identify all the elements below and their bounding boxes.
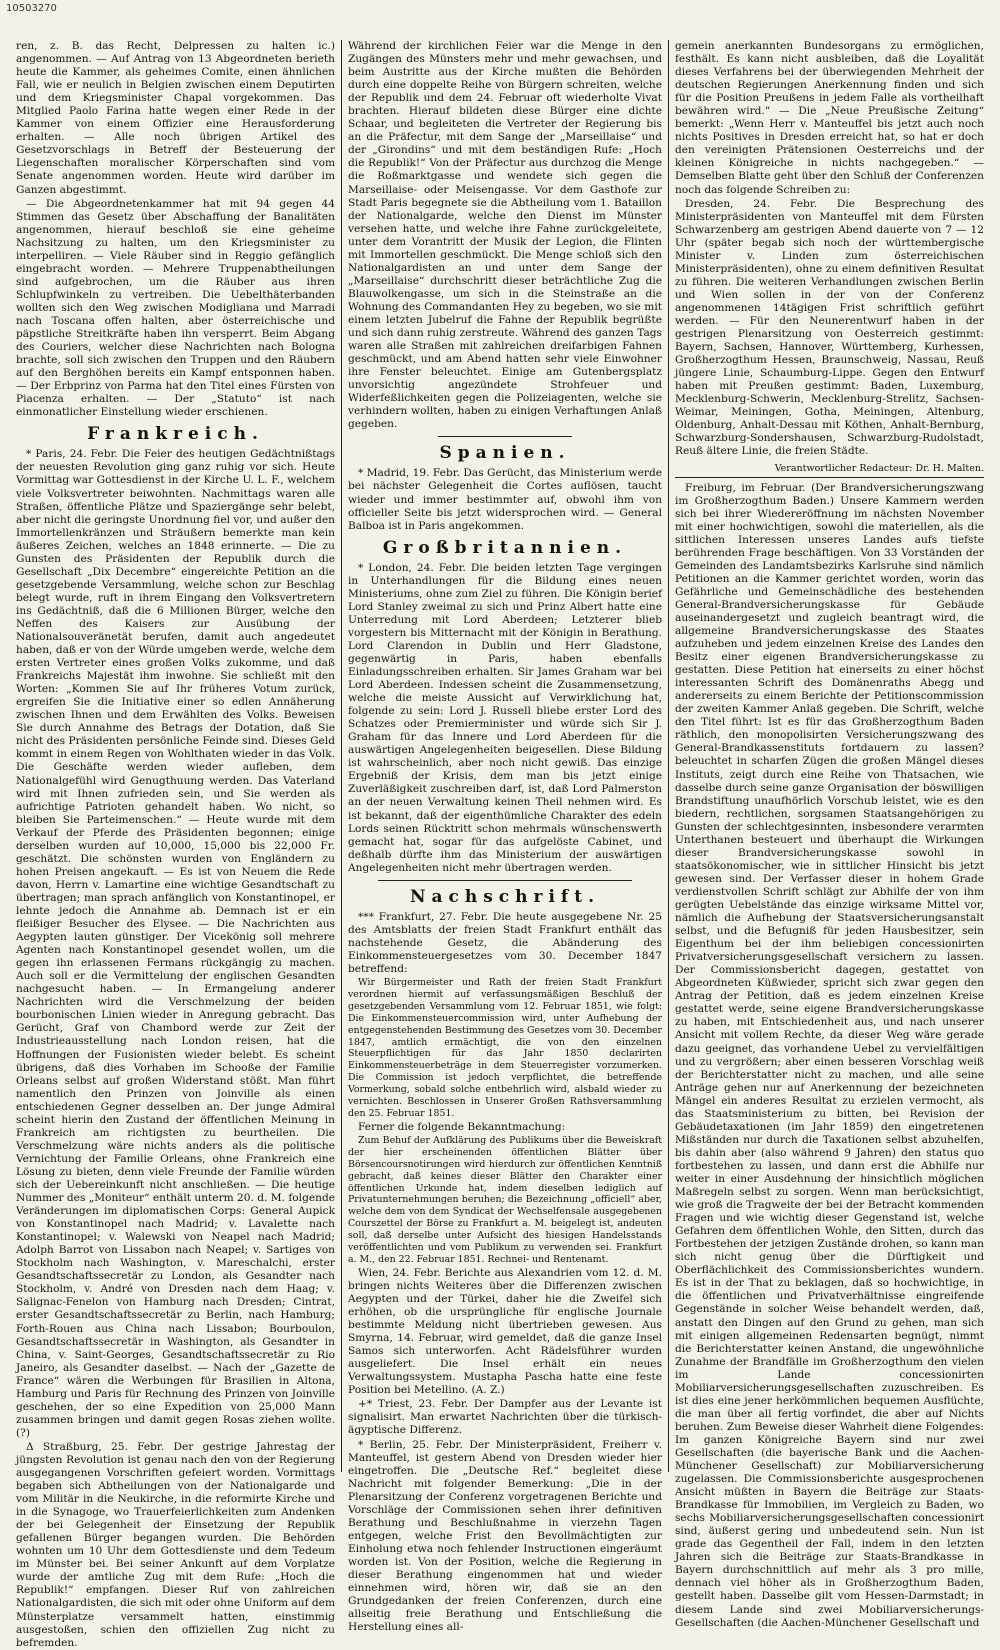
column-2 bbox=[341, 40, 668, 1634]
article-paragraph: *** Frankfurt, 27. Febr. Die heute ausgegebene Nr. 25 des Amtsblatts der freien Stadt Frankfurt enthält das nachstehende Gesetz, die Abänderung des Einkommensteuergesetzes vom 30. December 1847 betreffend: bbox=[348, 910, 662, 975]
article-paragraph: Δ Straßburg, 25. Febr. Der gestrige Jahrestag der jüngsten Revolution ist genau nach den von der Regierung ausgegangenen Vorschriften gefeiert worden. Vormittags begaben sich Abtheilungen von der Nationalgarde und vom Militär in die Neukirche, in die reformirte Kirche und in die Synagoge, wo Trauerfeierlichkeiten zum Andenken der bei Gelegenheit der Einsetzung der Republik gefallenen Bürger begangen wurden. Die Behörden wohnten um 10 Uhr dem Gottesdienste und dem Tedeum im Münster bei. Bei seiner Ankunft auf dem Vorplatze wurde der amtliche Zug mit dem Rufe: „Hoch die Republik!“ empfangen. Dieser Ruf von zahlreichen Nationalgardisten, die sich mit oder ohne Uniform auf dem Münsterplatze versammelt hatten, einstimmig ausgestoßen, schien den offiziellen Zug nicht zu befremden. bbox=[16, 1440, 335, 1649]
announcement-text: Zum Behuf der Aufklärung des Publikums über die Beweiskraft der hier erscheinenden öffentlichen Blätter über Börsencoursnotirungen wird hierdurch zur öffentlichen Kenntniß gebracht, daß keines dieser Blätter den Charakter einer öffentlichen Urkunde hat, indem dieselben lediglich auf Privatunternehmungen beruhen; die Bezeichnung „officiell“ aber, welche dem von dem Syndicat der Wechselfensale ausgegebenen Courszettel der Börse zu Frankfurt a. M. beigelegt ist, andeuten soll, daß derselbe unter Aufsicht des hiesigen Handelsstands veröffentlichten und vom Publikum zu verwenden sei. Frankfurt a. M., den 22. Februar 1851. Rechnei- und Rentenamt. bbox=[348, 1134, 662, 1265]
newspaper-columns bbox=[10, 40, 990, 1649]
divider bbox=[438, 436, 572, 437]
article-paragraph: Freiburg, im Februar. (Der Brandversicherungszwang im Großherzogthum Baden.) Unsere Kammern werden sich bei ihrer Wiedereröffnung im nächsten November mit einer hochwichtigen, sowohl die materiellen, als die sittlichen Interessen unseres Landes aufs tiefste berührenden Frage beschäftigen. Von 33 Vorständen der Gemeinden des Landamtsbezirks Karlsruhe sind nämlich Petitionen an die Kammer gerichtet worden, worin das Gefährliche und Gemeinschädliche des bestehenden General-Brandversicherungskasse für Gebäude auseinandergesetzt und zugleich beantragt wird, die allgemeine Brandversicherungskasse des Staates aufzuheben und jedem einzelnen Kreise des Landes den Besitz einer eigenen Brandversicherungskasse zu gestatten. Diese Petition hat einerseits zu einer höchst interessanten Schrift des Domänenraths Abegg und andererseits zu einem Berichte der Petitionscommission der zweiten Kammer Anlaß gegeben. Die Schrift, welche den Titel führt: Ist es für das Großherzogthum Baden räthlich, den monopolisirten Versicherungszwang des General-Brandkassenstituts fortdauern zu lassen? beleuchtet in scharfen Zügen die großen Mängel dieses Instituts, zeigt durch eine Reihe von Thatsachen, wie dasselbe durch seine ganze Organisation der böswilligen Brandstiftung unaufhörlich Vorschub leistet, wie es den biedern, rechtlichen, sorgsamen Staatsangehörigen zu Gunsten der schlechtgesinnten, insbesondere verarmten Unterthanen besteuert und überhaupt die Wirkungen dieser Brandversicherungskasse sowohl in staatsökonomischer, wie in sittlicher Hinsicht bis jetzt gewesen sind. Der Verfasser dieser in hohem Grade verdienstvollen Schrift schlägt zur Abhilfe der von ihm gerügten Uebelstände das einzige wirksame Mittel vor, nämlich die Aufhebung der Staatsversicherungsanstalt selbst, und die Befugniß für jeden Hausbesitzer, sein Eigenthum bei der ihm beliebigen concessionirten Privatversicherungsgesellschaft versichern zu lassen. Der Commissionsbericht dagegen, gestattet von Abgeordneten Küßwieder, spricht sich zwar gegen den Antrag der Petition, daß es jedem einzelnen Kreise gestattet werde, seine eigene Brandversicherungskasse zu haben, mit Entschiedenheit aus, und nach unserer Ansicht mit vollem Rechte, da dieser Weg wäre gerade dazu geeignet, das vorhandene Uebel zu vervielfältigen und zu vergrößern; aber einen besseren Vorschlag weiß der Berichterstatter nicht zu machen, und alle seine Anträge gehen nur auf Anerkennung der bezeichneten Mängel ein anderes Resultat zu erzielen vermocht, als das Staatsministerium zu bitten, bei Revision der Gebäudetaxationen (im Jahr 1859) den eingetretenen Mißständen nur durch die Taxationen selbst abzuhelfen, bis dahin aber (also während 9 Jahren) den status quo fortbestehen zu lassen, und dann erst die Abhilfe nur weiter in einer Ausdehnung der hinsichtlich möglichen Maßregeln selbst zu sorgen. Wenn man berücksichtigt, wie groß die Tragweite der bei der Betracht kommenden Fragen und wie wichtig dieser Gegenstand ist, welche Gefahren dem öffentlichen Wohle, den Sitten, durch das Fortbestehen der jetzigen Zustände drohen, so kann man sich nicht genug über die Dürftigkeit und Oberflächlichkeit des Commissionsberichtes wundern. Es ist in der That zu beklagen, daß so hochwichtige, in die öffentlichen und Privatverhältnisse eingreifende Gegenstände in solcher Weise behandelt werden, daß, anstatt den Dingen auf den Grund zu gehen, man sich mit einigen allgemeinen Redensarten begnügt, nimmt die Berichterstatter keinen Anstand, die ungewöhnliche Zunahme der Brandfälle im Großherzogthum den vielen im Lande concessionirten Mobiliarversicherungsgesellschaften zuzuschreiben. Es ist dies eine jener herkömmlichen bequemen Ausflüchte, die man über all fertig vorfindet, die aber auf Nichts beruhen. Zum Beweise dieser Wahrheit diene Folgendes: Im ganzen Königreiche Bayern sind nur zwei Gesellschaften (die bayerische Bank und die Aachen-Münchener Gesellschaft) zur Mobiliarversicherung zugelassen. Die Commissionsberichte ausgesprochenen Ansicht müßten in Bayern die Beiträge zur Staats-Brandkasse für Immobilien, im Vergleich zu Baden, wo sechs Mobiliarversicherungsgesellschaften concessionirt sind, äußerst gering und unbedeutend sein. Nun ist grade das Gegentheil der Fall, indem in den letzten Jahren sich die Beiträge zur Staats-Brandkasse in Bayern durchschnittlich auf mehr als 3 pro mille, dennach viel höher als in Großherzogthum Baden, gestellt haben. Dasselbe gilt vom Hessen-Darmstadt; in diesem Lande sind zwei Mobiliarversicherungs-Gesellschaften (die Aachen-Münchener Gesellschaft und bbox=[675, 481, 984, 1629]
column-3 bbox=[668, 40, 990, 1629]
article-paragraph: +* Triest, 23. Febr. Der Dampfer aus der Levante ist signalisirt. Man erwartet Nachrichten über die türkisch-ägyptische Differenz. bbox=[348, 1398, 662, 1437]
article-paragraph: Ferner die folgende Bekanntmachung: bbox=[358, 1120, 566, 1133]
column-1 bbox=[10, 40, 341, 1649]
article-paragraph: * Berlin, 25. Febr. Der Ministerpräsident, Freiherr v. Manteuffel, ist gestern Abend von Dresden wieder hier eingetroffen. Die „Deutsche Ref.“ begleitet diese Nachricht mit folgender Bemerkung: „Die in der Plenarsitzung der Conferenz vorgetragenen Berichte und Vorschläge der Commissionen sehen ihrer definitiven Berathung und Beschlußnahme in vierzehn Tagen entgegen, welche Frist den Bevollmächtigten zur Einholung etwa noch fehlender Instructionen eingeräumt worden ist. Von der Position, welche die Regierung in dieser Berathung eingenommen hat und wieder einnehmen wird, hören wir, daß sie an den Grundgedanken der freien Conferenzen, durch eine allseitig freie Berathung und Entschließung die Herstellung eines all- bbox=[348, 1438, 662, 1634]
article-paragraph: * Paris, 24. Febr. Die Feier des heutigen Gedächtnißtags der neuesten Revolution ging ganz ruhig vor sich. Heute Vormittag war Gottesdienst in der Kirche U. L. F., welchem viele Volksvertreter beiwohnten. Nachmittags waren alle Straßen, öffentliche Plätze und Spaziergänge sehr belebt, aber nicht die geringste Unordnung fiel vor, und außer den Immortellenkränzen und Sträußern bemerkte man kein äußeres Zeichen, welches an 1848 erinnerte. — Die zu Gunsten des Präsidenten der Republik durch die Gesellschaft „Dix Decembre“ eingereichte Petition an die gesetzgebende Versammlung, welche schon zur Beschlag belegt wurde, ruft in ihrem Eingang den Volksvertretern ins Gedächtniß, daß die 6 Millionen Bürger, welche den Neffen des Kaisers zur Ausübung der Nationalsouveränetät berufen, damit auch angedeutet haben, daß er von der Würde umgeben werde, welche dem ersten Vertreter eines großen Volks zukomme, und daß Frankreichs Majestät ihm inwohne. Sie schließt mit den Worten: „Kommen Sie auf Ihr früheres Votum zurück, ergreifen Sie die Initiative einer so edlen Annäherung zwischen Ihnen und dem Erwählten des Volks. Beweisen Sie durch Annahme des Betrags der Dotation, daß Sie nicht des Präsidenten persönliche Feinde sind. Dieses Geld kommt in einem Regen von Wohlthaten wieder in das Volk. Die Geschäfte werden wieder aufleben, dem Nationalgefühl wird Genugthuung werden. Das Vaterland wird mit Ihnen zufrieden sein, und Sie werden als aufrichtige Patrioten gehandelt haben. Wo nicht, so bleiben Sie Parteimenschen.“ — Heute wurde mit dem Verkauf der Pferde des Präsidenten begonnen; einige derselben wurden auf 10,000, 15,000 bis 22,000 Fr. geschätzt. Die schönsten wurden von Engländern zu hohen Preisen angekauft. — Es ist von Neuem die Rede davon, Herrn v. Lamartine eine wichtige Gesandtschaft zu übertragen; man sprach anfänglich von Konstantinopel, er lehnte jedoch die Annahme ab. Demnach ist er ein fleißiger Besucher des Elysee. — Die Nachrichten aus Aegypten lauten günstiger. Der Vicekönig soll mehrere Agenten nach Konstantinopel gesendet wollen, um die gegen ihn erlassenen Fermans rückgängig zu machen. Auch soll er die Vermittelung der englischen Gesandten nachgesucht haben. — In Ermangelung anderer Nachrichten wird die Verschmelzung der beiden bourbonischen Linien wieder in Anregung gebracht. Das Gerücht, Graf von Chambord werde zur Zeit der Industrieausstellung nach London reisen, hat die Hoffnungen der Fusionisten wieder belebt. Es scheint übrigens, daß dies Vorhaben im Schooße der Familie Orleans selbst auf großen Widerstand stößt. Man führt namentlich den Prinzen von Joinville als einen entschiedenen Gegner desselben an. Der junge Admiral scheint hierin den Zustand der öffentlichen Meinung in Frankreich am richtigsten zu beurtheilen. Die Verschmelzung wäre nichts anders als die politische Vernichtung der Familie Orleans, ohne Frankreich eine Lösung zu bieten, denn viele Freunde der Familie würden sich der Uebereinkunft nicht anschließen. — Die heutige Nummer des „Moniteur“ enthält unterm 20. d. M. folgende Veränderungen im diplomatischen Corps: General Aupick von Konstantinopel nach Madrid; v. Lavalette nach Konstantinopel; v. Walewski von Neapel nach Madrid; Adolph Barrot von Lissabon nach Neapel; v. Sartiges von Stockholm nach Washington, v. Mareschalchi, erster Gesandtschaftssecretär zu London, als Gesandter nach Stockholm, v. André von Dresden nach dem Haag; v. Salignac-Fenelon von Hamburg nach Dresden; Cintrat, erster Gesandtschaftssecretär zu Berlin, nach Hamburg; Forth-Rouen aus China nach Lissabon; Bourboulon, Gesandtschaftssecretär in Washington, als Gesandter in China, v. Saint-Georges, Gesandtschaftssecretär zu Rio Janeiro, als Gesandter daselbst. — Nach der „Gazette de France“ wären die Werbungen für Brasilien in Altona, Hamburg und Paris für Rechnung des Prinzen von Joinville geschehen, der so eine Expedition von 25,000 Mann zusammen bringen und damit gegen Rosas ziehen wollte. (?) bbox=[16, 448, 335, 1439]
article-paragraph: * London, 24. Febr. Die beiden letzten Tage vergingen in Unterhandlungen für die Bildung eines neuen Ministeriums, ohne zum Ziel zu führen. Die Königin berief Lord Stanley zweimal zu sich und Prinz Albert hatte eine Unterredung mit Lord Aberdeen; Letzterer blieb vorgestern bis Mitternacht mit der Königin in Berathung. Lord Clarendon in Dublin und Herr Gladstone, gegenwärtig in Paris, haben ebenfalls Einladungsschreiben erhalten. Sir James Graham war bei Lord Aberdeen. Indessen scheint die Zusammensetzung, welche die meiste Aussicht auf Verwirklichung hat, folgende zu sein: Lord J. Russell bliebe erster Lord des Schatzes oder Premierminister und würde sich Sir J. Graham für das Innere und Lord Aberdeen für die auswärtigen Angelegenheiten beigesellen. Diese Bildung ist wahrscheinlich, aber noch nicht gewiß. Das einzige Ergebniß der Krisis, dem man bis jetzt einige Zuverläßigkeit zuschreiben darf, ist, daß Lord Palmerston an der neuen Verwaltung keinen Theil nehmen wird. Es ist bekannt, daß der eigenthümliche Charakter des edeln Lords seinen Rücktritt schon mehrmals wünschenswerth gemacht hat, sogar für das aufgelöste Cabinet, und deßhalb dürfte ihm das Ministerium der auswärtigen Angelegenheiten nicht mehr übertragen werden. bbox=[348, 561, 662, 874]
section-heading-grossbritannien: Großbritannien. bbox=[382, 537, 628, 558]
article-paragraph: Während der kirchlichen Feier war die Menge in den Zugängen des Münsters mehr und mehr gewachsen, und beim Austritte aus der Kirche mußten die Behörden durch eine doppelte Reihe von Bürgern schreiten, welche der Republik und dem 24. Februar oft wiederholte Vivat brachten. Hierauf bildeten diese Bürger eine dichte Schaar, und begleiteten die Vertreter der Regierung bis an die Präfectur, mit dem Sange der „Marseillaise“ und der „Girondins“ und mit dem beständigen Rufe: „Hoch die Republik!“ Von der Präfectur aus durchzog die Menge die Roßmarktgasse und wendete sich gegen die Marseillaise- oder Meisengasse. Vor dem Gasthofe zur Stadt Paris begegnete sie die Abtheilung vom 1. Bataillon der Nationalgarde, welche den Dienst im Münster versehen hatte, und welche ihre Fahne zurückgeleitete, unter dem Vorantritt der Musik der Legion, die Flinten mit Immortellen geschmückt. Die Menge schloß sich den Nationalgardisten an und unter dem Sange der „Marseillaise“ durchschritt dieser beträchtliche Zug die Blauwolkengasse, um sich in die Steinstraße an die Wohnung des Commandanten Hey zu begeben, wo sie mit einem letzten Jubelruf die Fahne der Republik begrüßte und sich dann ruhig zerstreute. Während des ganzen Tags waren alle Straßen mit zahlreichen dreifarbigen Fahnen geschmückt, und am Abend hatten sehr viele Einwohner ihre Fenster beleuchtet. Einige am Gutenbergsplatz unvorsichtig angezündete Strohfeuer und Widerfeßlichkeiten gegen die Polizeiagenten, welche sie verhindern wollten, haben zu einigen Verhaftungen Anlaß gegeben. bbox=[348, 40, 662, 431]
section-heading-frankreich: Frankreich. bbox=[87, 424, 264, 445]
article-paragraph: ren, z. B. das Recht, Delpressen zu halten ic.) angenommen. — Auf Antrag von 13 Abgeordneten berieth heute die Kammer, als geheimes Comite, einen ähnlichen Fall, wie er neulich in Belgien zwischen einem Deputirten und dem Kriegsminister Chapal vorgekommen. Das Mitglied Paolo Farina hatte wegen einer Rede in der Kammer von einem Offizier eine Herausforderung erhalten. — Alle noch übrigen Artikel des Gesetzvorschlags in Betreff der Besteuerung der Liegenschaften moralischer Körperschaften sind vom Senate angenommen worden. Heute wird darüber im Ganzen abgestimmt. bbox=[16, 40, 335, 196]
editor-line: Verantwortlicher Redacteur: Dr. H. Malten. bbox=[675, 462, 984, 478]
article-paragraph: gemein anerkannten Bundesorgans zu ermöglichen, festhält. Es kann nicht ausbleiben, daß die Loyalität dieses Verfahrens bei der überwiegenden Mehrheit der deutschen Regierungen Anerkennung finden und sich für die Position Preußens in jedem Falle als vortheilhaft bewähren wird.“ — Die „Neue Preußische Zeitung“ bemerkt: „Wenn Herr v. Manteuffel bis jetzt auch noch nichts Positives in Dresden erreicht hat, so hat er doch den vereinigten Prätensionen Oesterreichs und der kleinen Königreiche in nichts nachgegeben.“ — Demselben Blatte geht über den Schluß der Conferenzen noch das folgende Schreiben zu: bbox=[675, 40, 984, 196]
section-heading-spanien: Spanien. bbox=[439, 443, 571, 464]
page-id: 10503270 bbox=[6, 3, 57, 14]
article-paragraph: Wien, 24. Febr. Berichte aus Alexandrien vom 12. d. M. bringen nichts Weiteres über die Differenzen zwischen Aegypten und der Türkei, daher hie die Zweifel sich erhöhen, ob die ursprüngliche für englische Journale bestimmte Meldung nicht übertrieben gewesen. Aus Smyrna, 14. Februar, wird gemeldet, daß die ganze Insel Samos sich unterworfen. Acht Rädelsführer wurden ausgeliefert. Die Insel erhält ein neues Verwaltungssystem. Mustapha Pascha hatte eine feste Position bei Metellino. (A. Z.) bbox=[348, 1266, 662, 1397]
article-paragraph: * Madrid, 19. Febr. Das Gerücht, das Ministerium werde bei nächster Gelegenheit die Cortes auflösen, taucht wieder und immer bestimmter auf, obwohl ihm von officieller Seite bis jetzt widersprochen wird. — General Balboa ist in Paris angekommen. bbox=[348, 467, 662, 532]
divider bbox=[378, 880, 632, 881]
decree-text: Wir Bürgermeister und Rath der freien Stadt Frankfurt verordnen hiermit auf verfassungsmäßigen Beschluß der gesetzgebenden Versammlung vom 12. Februar 1851, wie folgt: Die Einkommensteuercommission wird, unter Aufhebung der entgegenstehenden Bestimmung des Gesetzes vom 30. December 1847, amtlich ermächtigt, die von den einzelnen Steuerpflichtigen für das Jahr 1850 declarirten Einkommensteuerbeträge in dem Steuerregister vorzumerken. Die Commission ist jedoch verpflichtet, die betreffende Vormerkung, sobald solche entbehrlich wird, alsbald wieder zu vernichten. Beschlossen in Unserer Großen Rathsversammlung den 25. Februar 1851. bbox=[348, 977, 662, 1119]
section-heading-nachschrift: Nachschrift. bbox=[409, 886, 601, 907]
article-paragraph: Dresden, 24. Febr. Die Besprechung des Ministerpräsidenten von Manteuffel mit dem Fürsten Schwarzenberg am gestrigen Abend dauerte von 7 — 12 Uhr (später begab sich noch der württembergische Minister v. Linden zum österreichischen Ministerpräsidenten), ohne zu einem definitiven Resultat zu führen. Die weiteren Verhandlungen zwischen Berlin und Wien sollen in der von der Conferenz angenommenen 14tägigen Frist schriftlich geführt werden. — Für den Neunerentwurf haben in der gestrigen Plenarsitzung von Oesterreich gestimmt: Bayern, Sachsen, Hannover, Württemberg, Kurhessen, Großherzogthum Hessen, Braunschweig, Nassau, Reuß jüngere Linie, Schaumburg-Lippe. Gegen den Entwurf haben mit Preußen gestimmt: Baden, Luxemburg, Mecklenburg-Schwerin, Mecklenburg-Strelitz, Sachsen-Weimar, Meiningen, Gotha, Meiningen, Altenburg, Oldenburg, Anhalt-Dessau mit Köthen, Anhalt-Bernburg, Schwarzburg-Sondershausen, Schwarzburg-Rudolstadt, Reuß ältere Linie, die freien Städte. bbox=[675, 197, 984, 458]
article-paragraph: — Die Abgeordnetenkammer hat mit 94 gegen 44 Stimmen das Gesetz über Abschaffung der Banalitäten angenommen, hierauf beschloß sie eine geheime Nachsitzung zu halten, um den Kriegsminister zu interpelliren. — Viele Räuber sind in Reggio gefänglich eingebracht worden. — Mehrere Truppenabtheilungen sind aufgebrochen, um die Räuber aus ihren Schlupfwinkeln zu vertreiben. Die Uebelthäterbanden wollten sich den Weg zwischen Modigliana und Marradi nach Toscana offen halten, aber österreichische und päpstliche Streitkräfte haben ihn versperrt. Beim Abgang des Couriers, welcher diese Nachrichten nach Bologna brachte, soll sich zwischen den Truppen und den Räubern auf den Berghöhen bereits ein Kampf entsponnen haben. — Der Erbprinz von Parma hat den Titel eines Fürsten von Piacenza erhalten. — Der „Statuto“ ist nach einmonatlicher Einstellung wieder erschienen. bbox=[16, 197, 335, 419]
